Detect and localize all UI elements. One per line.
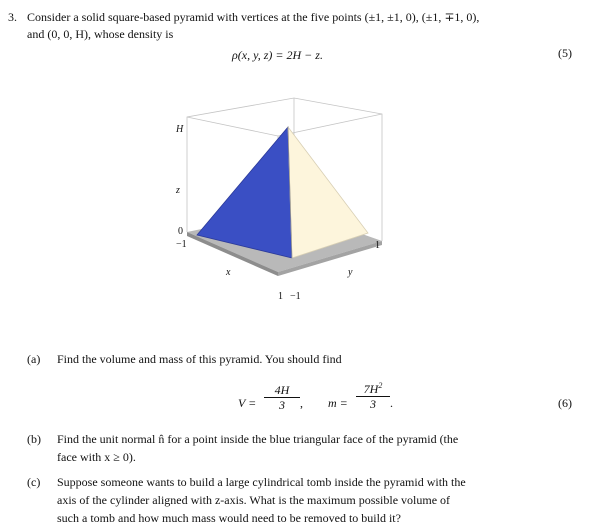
- volume-fraction: [264, 384, 300, 411]
- volume-denominator: 3: [279, 398, 285, 412]
- part-c-line3: such a tomb and how much mass would need to be removed to build it?: [57, 511, 401, 525]
- density-formula: ρ(x, y, z) = 2H − z.: [232, 48, 323, 62]
- mass-end: .: [390, 396, 393, 410]
- part-a-text: Find the volume and mass of this pyramid. You should find: [57, 352, 342, 366]
- y-tick-right: 1: [375, 240, 380, 251]
- x-axis-label: x: [226, 267, 231, 278]
- mass-denominator: 3: [370, 397, 376, 411]
- z-zero-tick: 0: [178, 226, 183, 237]
- y-axis-label: y: [348, 267, 353, 278]
- problem-text-line2: and (0, 0, H), whose density is: [27, 27, 174, 41]
- y-tick-left: −1: [290, 291, 301, 302]
- part-c-line2: axis of the cylinder aligned with z-axis. What is the maximum possible volume of: [57, 493, 451, 507]
- part-c-label: (c): [27, 475, 41, 489]
- part-a-label: (a): [27, 352, 41, 366]
- volume-lhs: V =: [238, 396, 257, 410]
- part-a-points: (6): [558, 396, 572, 410]
- volume-numerator: 4H: [264, 384, 300, 398]
- part-c-line1: Suppose someone wants to build a large cylindrical tomb inside the pyramid with the: [57, 475, 466, 489]
- part-b-label: (b): [27, 432, 41, 446]
- part-b-line1: Find the unit normal n̂ for a point inside the blue triangular face of the pyramid (the: [57, 432, 459, 446]
- problem-text-line1: Consider a solid square-based pyramid with vertices at the five points (±1, ±1, 0), (±1, ∓1, 0),: [27, 10, 480, 24]
- mass-lhs: m =: [328, 396, 348, 410]
- z-neg-tick: −1: [176, 239, 187, 250]
- problem-number: 3.: [8, 10, 17, 24]
- volume-sep: ,: [300, 396, 303, 410]
- mass-fraction: [356, 382, 390, 410]
- problem-points: (5): [558, 46, 572, 60]
- x-tick: 1: [278, 291, 283, 302]
- z-axis-label: z: [176, 185, 180, 196]
- blue-face: [197, 127, 292, 258]
- mass-numerator: $7H^2$: [356, 382, 390, 397]
- part-b-line2: face with x ≥ 0).: [57, 450, 136, 464]
- z-top-tick: H: [176, 124, 184, 135]
